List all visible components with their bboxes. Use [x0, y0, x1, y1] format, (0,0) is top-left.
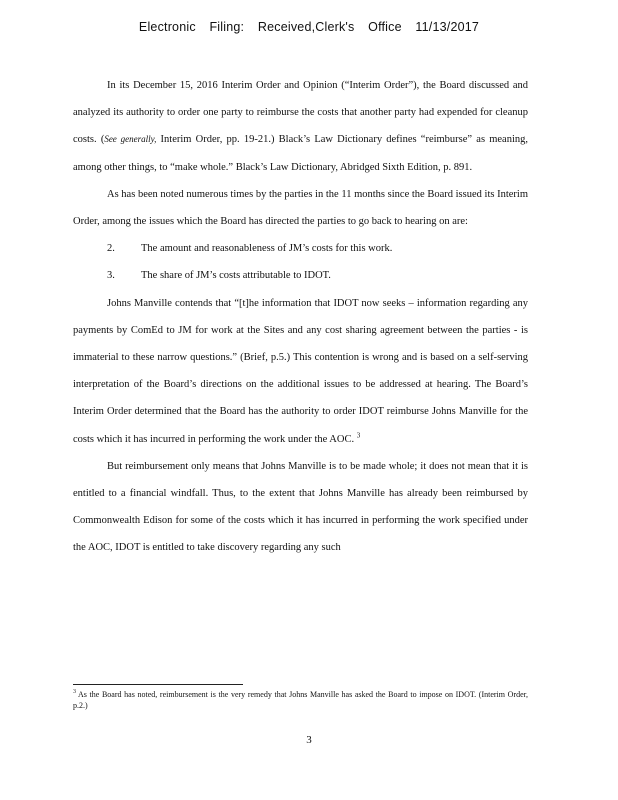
paragraph-reimbursement: But reimbursement only means that Johns Manville is to be made whole; it does not mean that it is entitled to a financial windfall. Thus, to the extent that Johns Manville has already been reimbursed by Commonwealth Edison for some of the costs which it has incurred in performing the work specified under the AOC, IDOT is entitled to take discovery regarding any such: [73, 460, 528, 554]
paragraph-text: In its December 15, 2016 Interim Order and Opinion (“Interim Order”), the Board discussed and analyzed its authority to order one party to reimburse the costs that another party had expended for cleanup costs. (: [73, 80, 528, 146]
paragraph-text: Interim Order, pp. 19-21.) Black’s Law Dictionary defines “reimburse” as meaning, among other things, to “make whole.” Black’s Law Dictionary, Abridged Sixth Edition, p. 891.: [73, 134, 528, 173]
document-body: [73, 72, 528, 562]
list-item-number: 3.: [107, 270, 115, 282]
paragraph-text: Johns Manville contends that “[t]he information that IDOT now seeks – information regarding any payments by ComEd to JM for work at the Sites and any cost sharing agreement between the parties - is immaterial to these narrow questions.” (Brief, p.5.) This contention is wrong and is based on a self-serving interpretation of the Board’s directions on the additional issues to be addressed at hearing. The Board’s Interim Order determined that the Board has the authority to order IDOT reimburse Johns Manville for the costs which it has incurred in performing the work under the AOC.: [73, 297, 528, 445]
paragraph-jm-contention: [73, 290, 528, 453]
footnote: [73, 689, 528, 711]
list-item: [73, 235, 528, 262]
paragraph-issues-intro: As has been noted numerous times by the parties in the 11 months since the Board issued its Interim Order, among the issues which the Board has directed the parties to go back to hearing on are:: [73, 188, 528, 228]
list-item-text: The amount and reasonableness of JM’s costs for this work.: [141, 243, 393, 255]
list-item-text: The share of JM’s costs attributable to IDOT.: [141, 270, 331, 282]
citation-signal: See generally,: [104, 134, 157, 145]
page-number: 3: [306, 734, 312, 746]
footnote-text: As the Board has noted, reimbursement is the very remedy that Johns Manville has asked the Board to impose on IDOT. (Interim Order, p.2.): [73, 690, 528, 710]
footnote-mark: 3: [73, 689, 76, 696]
list-item: [73, 262, 528, 289]
footnote-divider: [73, 684, 243, 685]
list-item-number: 2.: [107, 243, 115, 255]
footnote-reference[interactable]: 3: [356, 431, 361, 440]
filing-header: Electronic Filing: Received,Clerk's Office 11/13/2017: [138, 20, 480, 34]
paragraph-interim-order: [73, 72, 528, 181]
